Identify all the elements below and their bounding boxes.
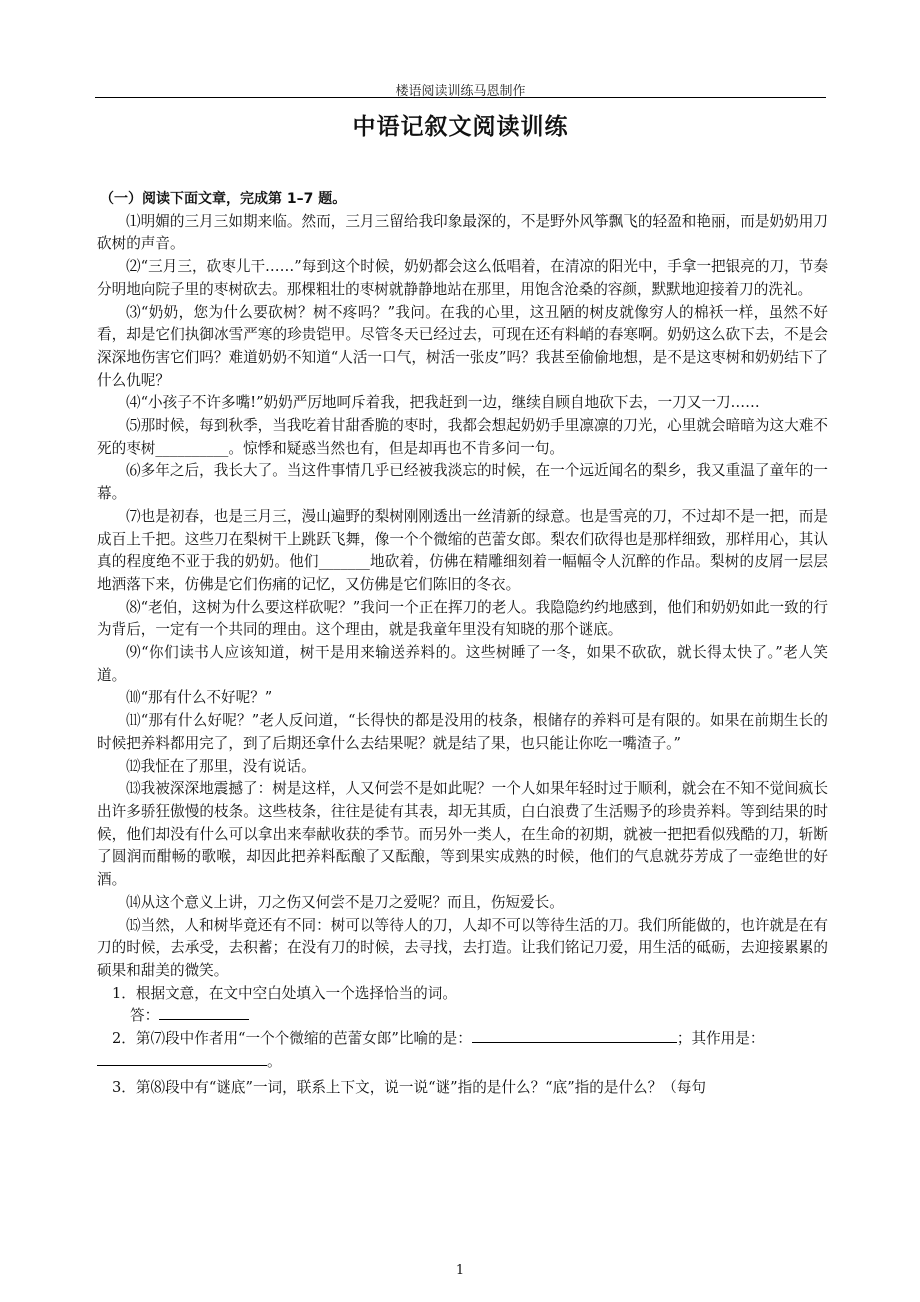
paragraph-2: ⑵“三月三，砍枣儿干……”每到这个时候，奶奶都会这么低唱着，在清凉的阳光中，手拿一把银亮的刀，节奏分明地向院子里的枣树砍去。那棵粗壮的枣树就静静地站在那里，用饱含沧桑的容颜，默默地迎接着刀的洗礼。	[97, 258, 828, 298]
paragraph-15: ⒂当然，人和树毕竟还有不同：树可以等待人的刀，人却不可以等待生活的刀。我们所能做的，也许就是在有刀的时候，去承受，去积蓄；在没有刀的时候，去寻找，去打造。让我们铭记刀爱，用生活的砥砺，去迎接累累的硕果和甜美的微笑。	[97, 916, 828, 979]
paragraph-3: ⑶“奶奶，您为什么要砍树？树不疼吗？”我问。在我的心里，这丑陋的树皮就像穷人的棉袄一样，虽然不好看，却是它们执御冰雪严寒的珍贵铠甲。尽管冬天已经过去，可现在还有料峭的春寒啊。奶奶这么砍下去，不是会深深地伤害它们吗？难道奶奶不知道“人活一口气，树活一张皮”吗？我甚至偷偷地想，是不是这枣树和奶奶结下了什么仇呢？	[97, 303, 828, 389]
paragraph-11: ⑾“那有什么好呢？”老人反问道，“长得快的都是没用的枝条，根储存的养料可是有限的。如果在前期生长的时候把养料都用完了，到了后期还拿什么去结果呢？就是结了果，也只能让你吃一嘴渣子。”	[97, 712, 828, 752]
paragraph-7: ⑺也是初春，也是三月三，漫山遍野的梨树刚刚透出一丝清新的绿意。也是雪亮的刀，不过却不是一把，而是成百上千把。这些刀在梨树干上跳跃飞舞，像一个个微缩的芭蕾女郎。梨农们砍得也是那样细致，那样用心，其认真的程度绝不亚于我的奶奶。他们_______地砍着，仿佛在精雕细刻着一幅幅令人沉醉的作品。梨树的皮屑一层层地洒落下来，仿佛是它们伤痛的记忆，又仿佛是它们陈旧的冬衣。	[97, 507, 828, 593]
article-body	[97, 174, 828, 1100]
section-heading: （一）阅读下面文章，完成第 1–7 题。	[100, 191, 347, 207]
document-title: 中语记叙文阅读训练	[352, 114, 569, 140]
header-rule	[95, 97, 826, 98]
paragraph-4: ⑷“小孩子不许多嘴!”奶奶严厉地呵斥着我，把我赶到一边，继续自顾自地砍下去，一刀又一刀……	[126, 394, 760, 412]
answer-label: 答：	[130, 1007, 160, 1025]
answer-blank[interactable]	[159, 1005, 249, 1020]
question-2-blank-2[interactable]	[97, 1051, 267, 1066]
paragraph-13: ⒀我被深深地震撼了：树是这样，人又何尝不是如此呢？一个人如果年轻时过于顺利，就会在不知不觉间疯长出许多骄狂傲慢的枝条。这些枝条，往往是徒有其表，却无其质，白白浪费了生活赐予的珍贵养料。等到结果的时候，他们却没有什么可以拿出来奉献收获的季节。而另外一类人，在生命的初期，就被一把把看似残酷的刀，斩断了圆润而酣畅的歌喉，却因此把养料酝酿了又酝酿，等到果实成熟的时候，他们的气息就芬芳成了一壶绝世的好酒。	[97, 780, 828, 889]
paragraph-9: ⑼“你们读书人应该知道，树干是用来输送养料的。这些树睡了一冬，如果不砍砍，就长得太快了。”老人笑道。	[97, 644, 828, 684]
paragraph-8: ⑻“老伯，这树为什么要这样砍呢？”我问一个正在挥刀的老人。我隐隐约约地感到，他们和奶奶如此一致的行为背后，一定有一个共同的理由。这个理由，就是我童年里没有知晓的那个谜底。	[97, 598, 828, 639]
question-2-mid: ；其作用是：	[676, 1030, 765, 1048]
question-1-answer	[97, 1005, 828, 1028]
question-2-prefix: 2．第⑺段中作者用“一个个微缩的芭蕾女郎”比喻的是：	[112, 1030, 472, 1048]
paragraph-10: ⑽“那有什么不好呢？”	[126, 689, 273, 707]
question-2-end: 。	[267, 1052, 282, 1070]
question-1: 1．根据文意，在文中空白处填入一个选择恰当的词。	[112, 984, 457, 1002]
page-number: 1	[455, 1263, 465, 1278]
question-2-continuation	[97, 1051, 828, 1074]
paragraph-5: ⑸那时候，每到秋季，当我吃着甘甜香脆的枣时，我都会想起奶奶手里凛凛的刀光，心里就会暗暗为这大难不死的枣树__________。惊悸和疑惑当然也有，但是却再也不肯多问一句。	[97, 417, 828, 457]
question-3: 3．第⑻段中有“谜底”一词，联系上下文，说一说“谜”指的是什么？“底”指的是什么？（每句	[112, 1079, 707, 1097]
page-header: 楼语阅读训练马恩制作	[395, 84, 526, 99]
paragraph-1: ⑴明媚的三月三如期来临。然而，三月三留给我印象最深的，不是野外风筝飘飞的轻盈和艳丽，而是奶奶用刀砍树的声音。	[97, 212, 828, 253]
question-2	[97, 1028, 828, 1051]
question-2-blank-1[interactable]	[472, 1028, 677, 1043]
paragraph-6: ⑹多年之后，我长大了。当这件事情几乎已经被我淡忘的时候，在一个远近闻名的梨乡，我又重温了童年的一幕。	[97, 462, 828, 503]
paragraph-12: ⑿我怔在了那里，没有说话。	[126, 757, 316, 775]
paragraph-14: ⒁从这个意义上讲，刀之伤又何尝不是刀之爱呢？而且，伤短爱长。	[126, 893, 564, 911]
